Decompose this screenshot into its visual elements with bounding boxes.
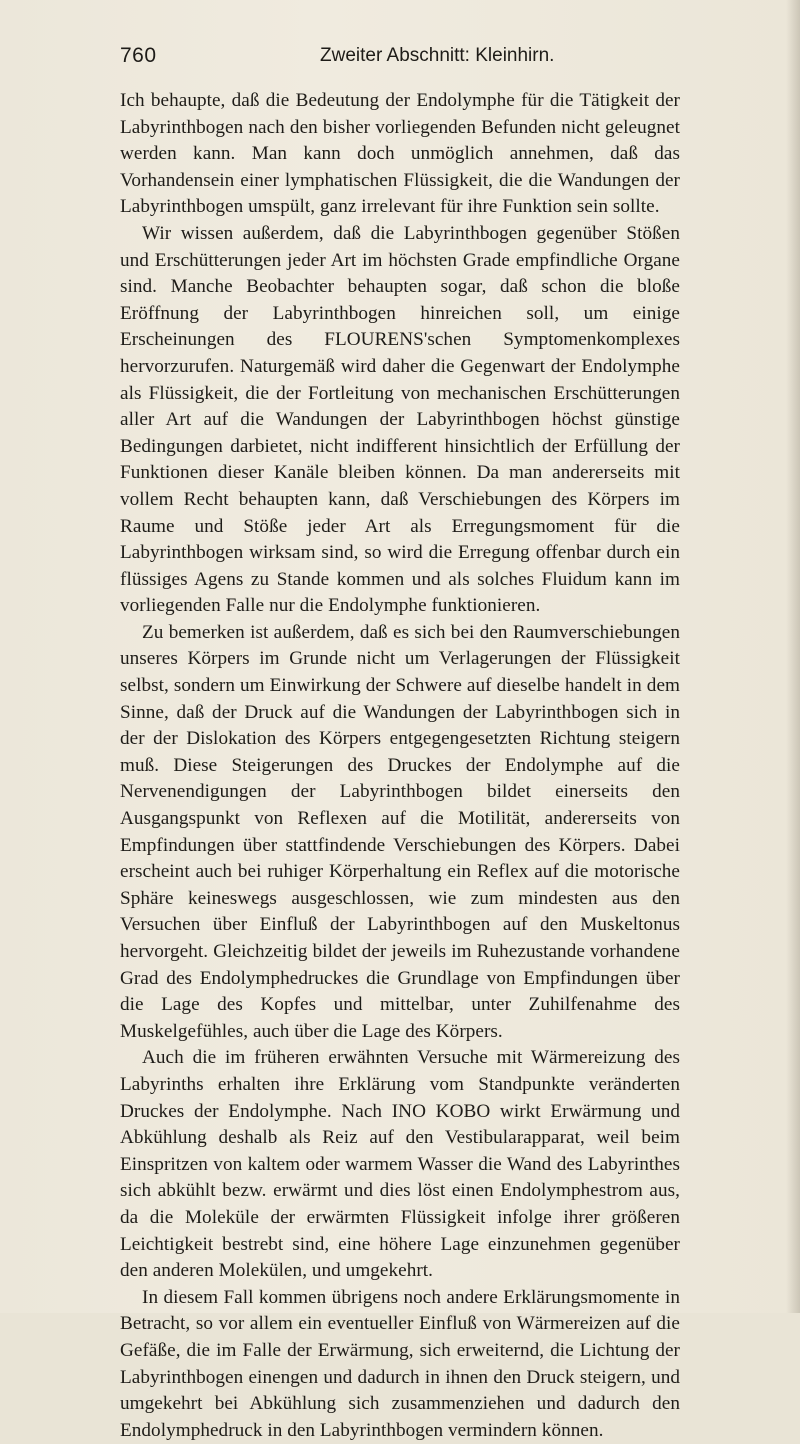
paragraph-3: Zu bemerken ist außerdem, daß es sich bei den Raumverschiebungen unseres Körpers im Grunde nicht um Verlagerungen der Flüssigkeit selbst, sondern um Einwirkung der Schwere auf dieselbe handelt in dem Sinne, daß der Druck auf die Wandungen der Labyrinthbogen sich in der der Dislokation des Körpers entgegengesetzten Richtung steigern muß. Diese Steigerungen des Druckes der Endolymphe auf die Nervenendigungen der Labyrinthbogen bildet einerseits den Ausgangspunkt von Reflexen auf die Motilität, andererseits von Empfindungen über stattfindende Verschiebungen des Körpers. Dabei erscheint auch bei ruhiger Körperhaltung ein Reflex auf die motorische Sphäre keineswegs ausgeschlossen, wie zum mindesten aus den Versuchen über Einfluß der Labyrinthbogen auf den Muskeltonus hervorgeht. Gleichzeitig bildet der jeweils im Ruhezustande vorhandene Grad des Endolymphedruckes die Grundlage von Empfindungen über die Lage des Kopfes und mittelbar, unter Zuhilfenahme des Muskelgefühles, auch über die Lage des Körpers. <box>120 621 680 1042</box>
paragraph-4: Auch die im früheren erwähnten Versuche mit Wärmereizung des Labyrinths erhalten ihre Erklärung vom Standpunkte veränderten Druckes der Endolymphe. Nach INO KOBO wirkt Erwärmung und Abkühlung deshalb als Reiz auf den Vestibularapparat, weil beim Einspritzen von kaltem oder warmem Wasser die Wand des Labyrinthes sich abkühlt bezw. erwärmt und dies löst einen Endolymphestrom aus, da die Moleküle der erwärmten Flüssigkeit infolge ihrer größeren Leichtigkeit bestrebt sind, eine höhere Lage einzunehmen gegenüber den anderen Molekülen, und umgekehrt. <box>120 1047 680 1282</box>
page-header <box>120 44 680 74</box>
page-number: 760 <box>120 44 157 67</box>
paragraph-1: Ich behaupte, daß die Bedeutung der Endolymphe für die Tätigkeit der Labyrinthbogen nach den bisher vorliegenden Befunden nicht geleugnet werden kann. Man kann doch unmöglich annehmen, daß das Vorhandensein einer lymphatischen Flüssigkeit, die die Wandungen der Labyrinthbogen umspült, ganz irrelevant für ihre Funktion sein sollte. <box>120 90 680 218</box>
paragraph-5: In diesem Fall kommen übrigens noch andere Erklärungsmomente in Betracht, so vor allem ein eventueller Einfluß von Wärmereizen auf die Gefäße, die im Falle der Erwärmung, sich erweiternd, die Lichtung der Labyrinthbogen einengen und dadurch in ihnen den Druck steigern, und umgekehrt bei Abkühlung sich zusammenziehen und dadurch den Endolymphedruck in den Labyrinthbogen vermindern können. <box>120 1286 680 1441</box>
page-edge-shadow <box>786 0 800 1313</box>
paragraph-2: Wir wissen außerdem, daß die Labyrinthbogen gegenüber Stößen und Erschütterungen jeder Art im höchsten Grade empfindliche Organe sind. Manche Beobachter behaupten sogar, daß schon die bloße Eröffnung der Labyrinthbogen hinreichen soll, um einige Erscheinungen des FLOURENS'schen Symptomenkomplexes hervorzurufen. Naturgemäß wird daher die Gegenwart der Endolymphe als Flüssigkeit, die der Fortleitung von mechanischen Erschütterungen aller Art auf die Wandungen der Labyrinthbogen höchst günstige Bedingungen darbietet, nicht indifferent hinsichtlich der Erfüllung der Funktionen dieser Kanäle bleiben können. Da man andererseits mit vollem Recht behaupten kann, daß Verschiebungen des Körpers im Raume und Stöße jeder Art als Erregungsmoment für die Labyrinthbogen wirksam sind, so wird die Erregung offenbar durch ein flüssiges Agens zu Stande kommen und als solches Fluidum kann im vorliegenden Falle nur die Endolymphe funktionieren. <box>120 222 680 617</box>
running-head: Zweiter Abschnitt: Kleinhirn. <box>320 45 555 66</box>
body-text <box>120 88 680 1444</box>
